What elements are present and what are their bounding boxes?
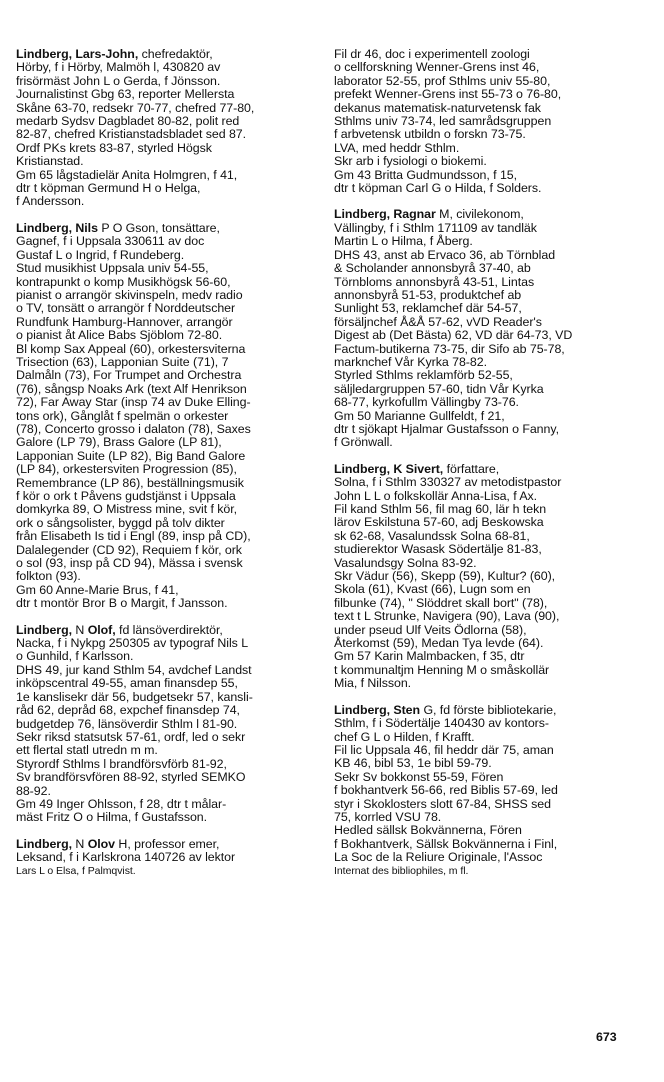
entry-line — [334, 302, 634, 315]
entry-headword: Lindberg, — [16, 836, 72, 851]
entry-line — [334, 476, 634, 489]
biography-entry — [16, 624, 314, 825]
entry-line — [16, 544, 314, 557]
entry-line — [334, 463, 634, 476]
entry-line — [16, 356, 314, 369]
entry-text: Gagnef, f i Uppsala 330611 av doc — [16, 234, 205, 249]
entry-text: medarb Sydsv Dagbladet 80-82, polit red — [16, 114, 240, 129]
entry-line — [16, 169, 314, 182]
entry-text: dtr t köpman Germund H o Helga, — [16, 181, 201, 196]
entry-line — [334, 128, 634, 141]
entry-line — [334, 289, 634, 302]
entry-headword: Olof, — [87, 622, 116, 637]
entry-text: (LP 84), orkestersviten Progression (85), — [16, 462, 237, 477]
entry-line — [334, 102, 634, 115]
entry-text: prefekt Wenner-Grens inst 55-73 o 76-80, — [334, 87, 562, 102]
entry-line — [334, 436, 634, 449]
entry-line — [16, 798, 314, 811]
entry-line — [334, 329, 634, 342]
entry-text: N — [72, 836, 88, 851]
entry-text: under pseud Ulf Veits Ödlorna (58), — [334, 622, 527, 637]
entry-text: 75, korrled VSU 78. — [334, 809, 442, 824]
entry-line — [16, 677, 314, 690]
entry-text: N — [72, 622, 88, 637]
entry-text: dtr t sjökapt Hjalmar Gustafsson o Fanny, — [334, 421, 559, 436]
entry-text: Gustaf L o Ingrid, f Rundeberg. — [16, 247, 185, 262]
entry-line — [334, 757, 634, 770]
entry-line — [16, 235, 314, 248]
entry-line — [334, 610, 634, 623]
entry-line — [334, 249, 634, 262]
entry-text: pianist o arrangör skivinspeln, medv radio — [16, 287, 243, 302]
entry-text: Skola (61), Kvast (66), Lugn som en — [334, 582, 531, 597]
entry-text: 1e kanslisekr där 56, budgetsekr 57, kansli- — [16, 689, 253, 704]
entry-headword: Lindberg, Nils — [16, 220, 98, 235]
entry-headword: Lindberg, Lars-John, — [16, 47, 139, 61]
entry-text: Nacka, f i Nykpg 250305 av typograf Nils L — [16, 636, 249, 651]
entry-text: Sthlms univ 73-74, led samrådsgruppen — [334, 114, 552, 129]
entry-text: 88-92. — [16, 783, 51, 798]
entry-text: Fil kand Sthlm 56, fil mag 60, lär h tekn — [334, 502, 547, 516]
entry-line — [16, 490, 314, 503]
entry-headword: Lindberg, K Sivert, — [334, 461, 444, 476]
entry-line — [334, 235, 634, 248]
entry-line — [16, 369, 314, 382]
entry-line — [16, 865, 314, 878]
entry-line — [334, 142, 634, 155]
entry-text: o TV, tonsätt o arrangör f Norddeutscher — [16, 301, 236, 316]
entry-line — [16, 758, 314, 771]
entry-line — [16, 48, 314, 61]
entry-text: Sunlight 53, reklamchef där 54-57, — [334, 301, 522, 316]
entry-text: Mia, f Nilsson. — [334, 676, 412, 691]
entry-line — [16, 222, 314, 235]
entry-line — [16, 195, 314, 208]
entry-line — [16, 477, 314, 490]
entry-line — [16, 329, 314, 342]
entry-line — [16, 811, 314, 824]
entry-text: marknchef Vår Kyrka 78-82. — [334, 354, 487, 369]
entry-line — [334, 557, 634, 570]
entry-text: författare, — [443, 461, 500, 476]
entry-text: lärov Eskilstuna 57-60, adj Beskowska — [334, 515, 544, 530]
entry-text: Hedled sällsk Bokvännerna, Fören — [334, 823, 522, 838]
entry-text: från Elisabeth Is tid i Engl (89, insp på CD), — [16, 529, 251, 544]
entry-line — [16, 557, 314, 570]
entry-text: Leksand, f i Karlskrona 140726 av lektor — [16, 850, 236, 865]
entry-text: Bl komp Sax Appeal (60), orkestersviterna — [16, 341, 246, 356]
entry-line — [334, 865, 634, 878]
entry-text: Skr Vädur (56), Skepp (59), Kultur? (60), — [334, 569, 556, 584]
entry-text: f Grönwall. — [334, 435, 393, 450]
entry-line — [16, 128, 314, 141]
entry-text: 72), Far Away Star (insp 74 av Duke Elling- — [16, 395, 251, 410]
entry-line — [334, 744, 634, 757]
entry-text: Galore (LP 79), Brass Galore (LP 81), — [16, 435, 222, 450]
entry-line — [334, 396, 634, 409]
entry-text: Återkomst (59), Medan Tya levde (64). — [334, 636, 544, 651]
entry-line — [334, 169, 634, 182]
entry-line — [334, 516, 634, 529]
entry-text: dekanus matematisk-naturvetensk fak — [334, 100, 541, 115]
entry-text: säljledargruppen 57-60, tidn Vår Kyrka — [334, 381, 544, 396]
entry-line — [16, 731, 314, 744]
entry-line — [16, 289, 314, 302]
entry-line — [16, 530, 314, 543]
entry-line — [334, 811, 634, 824]
entry-text: & Scholander annonsbyrå 37-40, ab — [334, 261, 531, 276]
biography-entry — [334, 704, 634, 878]
entry-text: Dalmåln (73), For Trumpet and Orchestra — [16, 368, 242, 383]
entry-text: t kommunaltjm Henning M o småskollär — [334, 662, 550, 677]
entry-line — [334, 115, 634, 128]
entry-line — [334, 343, 634, 356]
entry-headword: Lindberg, — [16, 622, 72, 637]
entry-headword: Lindberg, Ragnar — [334, 207, 436, 222]
entry-line — [16, 450, 314, 463]
entry-text: (78), Concerto grosso i dalaton (78), Saxes — [16, 421, 251, 436]
entry-text: (76), sångsp Noaks Ark (text Alf Henrikson — [16, 381, 247, 396]
entry-line — [334, 784, 634, 797]
entry-text: Sthlm, f i Södertälje 140430 av kontors- — [334, 716, 549, 731]
entry-text: Rundfunk Hamburg-Hannover, arrangör — [16, 314, 233, 329]
entry-line — [16, 182, 314, 195]
entry-text: Lapponian Suite (LP 82), Big Band Galore — [16, 448, 246, 463]
entry-text: laborator 52-55, prof Sthlms univ 55-80, — [334, 73, 551, 88]
entry-text: ett flertal statl utredn m m. — [16, 743, 158, 758]
entry-line — [334, 530, 634, 543]
entry-text: sk 62-68, Vasalundssk Solna 68-81, — [334, 528, 530, 543]
entry-line — [334, 316, 634, 329]
entry-line — [334, 798, 634, 811]
entry-text: Vasalundsgy Solna 83-92. — [334, 555, 477, 570]
entry-text: P O Gson, tonsättare, — [97, 220, 220, 235]
entry-text: o sol (93, insp på CD 94), Mässa i svensk — [16, 556, 243, 571]
entry-text: Stud musikhist Uppsala univ 54-55, — [16, 261, 209, 276]
entry-text: Lars L o Elsa, f Palmqvist. — [16, 864, 136, 877]
entry-line — [16, 785, 314, 798]
entry-line — [334, 262, 634, 275]
entry-text: Remembrance (LP 86), beställningsmusik — [16, 475, 244, 490]
entry-line — [16, 316, 314, 329]
entry-line — [334, 637, 634, 650]
entry-line — [16, 423, 314, 436]
entry-text: Skr arb i fysiologi o biokemi. — [334, 154, 487, 169]
entry-line — [16, 691, 314, 704]
entry-text: Hörby, f i Hörby, Malmöh l, 430820 av — [16, 60, 221, 75]
entry-line — [334, 851, 634, 864]
entry-text: Journalistinst Gbg 63, reporter Mellersta — [16, 87, 235, 102]
entry-line — [334, 208, 634, 221]
entry-line — [16, 155, 314, 168]
entry-line — [16, 517, 314, 530]
entry-text: Gm 50 Marianne Gullfeldt, f 21, — [334, 408, 505, 423]
entry-line — [334, 597, 634, 610]
page-number: 673 — [596, 1030, 617, 1044]
entry-line — [16, 463, 314, 476]
entry-line — [16, 664, 314, 677]
entry-text: Gm 60 Anne-Marie Brus, f 41, — [16, 582, 179, 597]
entry-line — [16, 503, 314, 516]
entry-line — [334, 383, 634, 396]
entry-line — [334, 824, 634, 837]
entry-line — [16, 115, 314, 128]
entry-line — [334, 731, 634, 744]
entry-line — [334, 410, 634, 423]
entry-line — [334, 61, 634, 74]
entry-text: Gm 43 Britta Gudmundsson, f 15, — [334, 167, 518, 182]
entry-text: Törnbloms annonsbyrå 43-51, Lintas — [334, 274, 535, 289]
entry-text: Trisection (63), Lapponian Suite (71), 7 — [16, 354, 229, 369]
entry-text: Styrordf Sthlms l brandförsvförb 81-92, — [16, 756, 227, 771]
entry-text: Sv brandförsvfören 88-92, styrled SEMKO — [16, 770, 246, 785]
entry-text: domkyrka 89, O Mistress mine, svit f kör, — [16, 502, 238, 517]
entry-text: DHS 49, jur kand Sthlm 54, avdchef Landst — [16, 662, 252, 677]
entry-text: chef G L o Hilden, f Krafft. — [334, 729, 475, 744]
entry-text: studierektor Wasask Södertälje 81-83, — [334, 542, 542, 557]
entry-line — [334, 677, 634, 690]
entry-line — [334, 182, 634, 195]
entry-text: La Soc de la Reliure Originale, l'Assoc — [334, 850, 543, 865]
entry-text: Gm 65 lågstadielär Anita Holmgren, f 41, — [16, 167, 238, 182]
entry-line — [334, 664, 634, 677]
entry-line — [334, 369, 634, 382]
entry-text: Factum-butikerna 73-75, dir Sifo ab 75-78, — [334, 341, 565, 356]
entry-text: Ordf PKs krets 83-87, styrled Högsk — [16, 140, 212, 155]
entry-line — [16, 410, 314, 423]
entry-text: Gm 49 Inger Ohlsson, f 28, dtr t målar- — [16, 796, 227, 811]
left-column — [16, 48, 314, 891]
entry-text: chefredaktör, — [138, 47, 213, 61]
entry-text: G, fd förste bibliotekarie, — [420, 702, 557, 717]
entry-line — [16, 570, 314, 583]
entry-line — [16, 637, 314, 650]
entry-text: text t L Strunke, Navigera (90), Lava (90), — [334, 609, 560, 624]
entry-line — [16, 61, 314, 74]
biography-entry — [334, 48, 634, 195]
entry-text: inköpscentral 49-55, aman finansdep 55, — [16, 676, 238, 691]
entry-text: Sekr riksd statsutsk 57-61, ordf, led o sekr — [16, 729, 246, 744]
entry-text: dtr t montör Bror B o Margit, f Jansson. — [16, 596, 228, 611]
entry-line — [16, 624, 314, 637]
biography-entry — [334, 463, 634, 691]
entry-text: Internat des bibliophiles, m fl. — [334, 864, 469, 877]
entry-line — [16, 343, 314, 356]
entry-text: f Bokhantverk, Sällsk Bokvännerna i Finl, — [334, 836, 558, 851]
entry-text: 82-87, chefred Kristianstadsbladet sed 87. — [16, 127, 247, 142]
entry-line — [16, 436, 314, 449]
biography-entry — [16, 222, 314, 611]
entry-text: styr i Skoklosters slott 67-84, SHSS sed — [334, 796, 551, 811]
entry-text: Fil lic Uppsala 46, fil heddr där 75, aman — [334, 742, 554, 757]
entry-line — [334, 704, 634, 717]
entry-text: Dalalegender (CD 92), Requiem f kör, ork — [16, 542, 242, 557]
entry-line — [334, 48, 634, 61]
entry-line — [334, 75, 634, 88]
entry-text: Martin L o Hilma, f Åberg. — [334, 234, 473, 249]
entry-line — [334, 423, 634, 436]
entry-line — [334, 771, 634, 784]
entry-line — [16, 597, 314, 610]
entry-text: H, professor emer, — [115, 836, 220, 851]
entry-text: f arbvetensk utbildn o forskn 73-75. — [334, 127, 526, 142]
entry-text: Kristianstad. — [16, 154, 84, 169]
entry-line — [334, 88, 634, 101]
entry-line — [16, 262, 314, 275]
entry-text: filbunke (74), " Slöddret skall bort" (78), — [334, 595, 548, 610]
entry-line — [334, 650, 634, 663]
entry-line — [16, 249, 314, 262]
entry-text: budgetdep 76, länsöverdir Sthlm l 81-90. — [16, 716, 238, 731]
entry-text: Gm 57 Karin Malmbacken, f 35, dtr — [334, 649, 525, 664]
entry-text: mäst Fritz O o Hilma, f Gustafsson. — [16, 810, 208, 825]
entry-text: LVA, med heddr Sthlm. — [334, 140, 460, 155]
entry-line — [334, 276, 634, 289]
entry-text: f kör o ork t Påvens gudstjänst i Uppsala — [16, 489, 236, 503]
entry-text: fd länsöverdirektör, — [115, 622, 223, 637]
entry-line — [334, 155, 634, 168]
entry-text: kontrapunkt o komp Musikhögsk 56-60, — [16, 274, 231, 289]
entry-line — [16, 851, 314, 864]
entry-line — [16, 771, 314, 784]
entry-line — [334, 490, 634, 503]
entry-text: f Andersson. — [16, 194, 85, 209]
entry-line — [16, 88, 314, 101]
entry-text: Solna, f i Sthlm 330327 av metodistpastor — [334, 475, 562, 490]
entry-text: frisörmäst John L o Gerda, f Jönsson. — [16, 73, 221, 88]
entry-line — [16, 584, 314, 597]
entry-line — [16, 838, 314, 851]
entry-text: tons ork), Gånglåt f spelmän o orkester — [16, 408, 229, 423]
entry-text: o pianist åt Alice Babs Sjöblom 72-80. — [16, 328, 223, 343]
entry-line — [16, 650, 314, 663]
entry-line — [334, 717, 634, 730]
entry-line — [334, 583, 634, 596]
entry-line — [16, 704, 314, 717]
entry-line — [16, 302, 314, 315]
entry-text: Digest ab (Det Bästa) 62, VD där 64-73, VD — [334, 328, 573, 343]
biography-entry — [16, 838, 314, 878]
entry-line — [16, 383, 314, 396]
entry-line — [16, 396, 314, 409]
entry-text: DHS 43, anst ab Ervaco 36, ab Törnblad — [334, 247, 556, 262]
entry-line — [16, 75, 314, 88]
entry-line — [16, 142, 314, 155]
entry-text: Vällingby, f i Sthlm 171109 av tandläk — [334, 220, 537, 235]
entry-headword: Olov — [87, 836, 116, 851]
right-column — [334, 48, 634, 891]
entry-text: dtr t köpman Carl G o Hilda, f Solders. — [334, 181, 542, 196]
entry-line — [16, 276, 314, 289]
entry-text: ork o sångsolister, byggd på tolv dikter — [16, 515, 225, 530]
entry-text: försäljnchef Å&Å 57-62, vVD Reader's — [334, 314, 542, 329]
entry-line — [334, 570, 634, 583]
entry-text: Styrled Sthlms reklamförb 52-55, — [334, 368, 513, 383]
biography-entry — [16, 48, 314, 209]
entry-text: Sekr Sv bokkonst 55-59, Fören — [334, 769, 504, 784]
biography-entry — [334, 208, 634, 449]
entry-text: John L L o folkskollär Anna-Lisa, f Ax. — [334, 488, 538, 503]
entry-text: Fil dr 46, doc i experimentell zoologi — [334, 47, 530, 61]
entry-text: M, civilekonom, — [435, 207, 524, 222]
entry-text: o Gunhild, f Karlsson. — [16, 649, 134, 664]
entry-line — [16, 718, 314, 731]
entry-text: o cellforskning Wenner-Grens inst 46, — [334, 60, 540, 75]
entry-line — [334, 838, 634, 851]
entry-text: råd 62, depråd 68, expchef finansdep 74, — [16, 703, 240, 718]
entry-text: folkton (93). — [16, 569, 81, 584]
entry-line — [16, 744, 314, 757]
entry-line — [16, 102, 314, 115]
entry-line — [334, 543, 634, 556]
entry-line — [334, 503, 634, 516]
entry-text: annonsbyrå 51-53, produktchef ab — [334, 287, 522, 302]
entry-text: KB 46, bibl 53, 1e bibl 59-79. — [334, 756, 492, 771]
entry-headword: Lindberg, Sten — [334, 702, 421, 717]
entry-text: f bokhantverk 56-66, red Biblis 57-69, led — [334, 783, 558, 798]
entry-text: Skåne 63-70, redsekr 70-77, chefred 77-80, — [16, 100, 255, 115]
entry-line — [334, 356, 634, 369]
entry-text: 68-77, kyrkofullm Vällingby 73-76. — [334, 395, 519, 410]
